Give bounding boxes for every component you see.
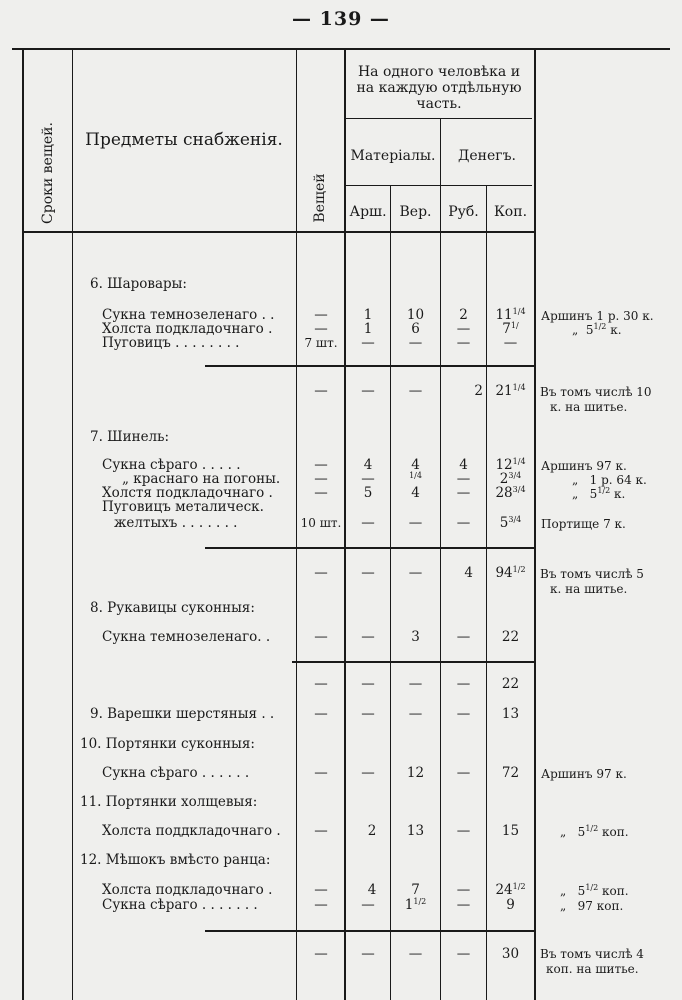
subtotal-rule (205, 930, 536, 932)
arsh-cell: — (361, 765, 375, 781)
header-money: Денегъ. (458, 148, 516, 164)
things-cell: — (314, 706, 328, 722)
kop-cell: 22 (501, 629, 520, 645)
ver-cell: 4 (411, 457, 420, 473)
kop-cell: — (503, 335, 518, 351)
kop-cell: 9 (506, 897, 515, 913)
arsh-cell: — (361, 629, 375, 645)
item-name: Холста поддкладочнаго . (102, 823, 281, 839)
item-name: Пуговицъ металическ. (102, 499, 264, 515)
section-title: 11. Портянки холщевыя: (80, 794, 258, 810)
rub-cell: — (456, 629, 471, 645)
ver-cell: 4 (411, 485, 420, 501)
rub-cell: — (456, 515, 471, 531)
header-kop: Коп. (493, 204, 528, 220)
subtotal-note-1: Въ томъ числѣ 4 (540, 947, 644, 961)
things-cell: — (314, 823, 328, 839)
subgroup-divider-rule (346, 185, 532, 186)
things-cell: — (314, 882, 328, 898)
rub-cell: — (456, 335, 471, 351)
col-line-periods (72, 49, 73, 1000)
rub-cell: — (456, 485, 471, 501)
ver-cell: 12 (406, 765, 425, 781)
ver-cell: — (408, 706, 423, 722)
kop-cell: $28^{3/4}$ (495, 485, 526, 501)
section-title: 7. Шинель: (90, 429, 170, 445)
arsh-cell: 4 (367, 882, 377, 898)
things-cell: 7 шт. (304, 336, 338, 350)
subtotal-note-2: к. на шитье. (550, 582, 628, 596)
item-name: Сукна сѣраго . . . . . . . (102, 897, 258, 913)
arsh-cell: 5 (363, 485, 373, 501)
rub-cell: 4 (459, 457, 468, 473)
ver-cell: — (408, 946, 423, 962)
arsh-cell: 4 (363, 457, 373, 473)
ver-cell: 3 (411, 629, 420, 645)
kop-cell: 22 (501, 676, 520, 692)
item-name: желтыхъ . . . . . . . (114, 515, 238, 531)
section-title: 12. Мѣшокъ вмѣсто ранца: (80, 852, 271, 868)
rub-cell: 2 (459, 307, 468, 323)
header-bottom-rule (22, 231, 536, 233)
price-note: „ 97 коп. (560, 899, 624, 913)
header-arsh: Арш. (349, 204, 387, 220)
price-note: Аршинъ 97 к. (541, 459, 627, 473)
rub-cell: — (456, 823, 471, 839)
things-cell: — (314, 307, 328, 323)
price-note: „ $5^{1/2}$ к. (572, 322, 622, 337)
header-things: Вещей (312, 173, 328, 223)
arsh-cell: — (361, 706, 375, 722)
kop-cell: $5^{3/4}$ (499, 515, 522, 531)
ver-cell: — (408, 335, 423, 351)
kop-cell: $12^{1/4}$ (495, 457, 526, 473)
arsh-cell: — (361, 515, 375, 531)
arsh-cell: — (361, 383, 375, 399)
rub-cell: 4 (464, 565, 473, 581)
subtotal-rule (205, 547, 536, 549)
things-cell: — (314, 676, 328, 692)
header-group-line1: На одного человѣка и (357, 64, 521, 80)
header-materials: Матеріалы. (350, 148, 436, 164)
things-cell: — (314, 457, 328, 473)
arsh-cell: 2 (367, 823, 377, 839)
things-cell: — (314, 629, 328, 645)
section-title: 6. Шаровары: (90, 276, 187, 292)
subtotal-rule (205, 365, 536, 367)
things-cell: 10 шт. (300, 516, 342, 530)
ver-cell: 7 (411, 882, 420, 898)
rub-cell: 2 (474, 383, 483, 399)
item-name: Сукна сѣраго . . . . . . (102, 765, 250, 781)
kop-cell: $2^{3/4}$ (499, 471, 522, 487)
section-title: 10. Портянки суконныя: (80, 736, 255, 752)
arsh-cell: — (361, 676, 375, 692)
col-line-left (22, 49, 24, 1000)
col-line-money (534, 49, 536, 1000)
kop-cell: $11^{1/4}$ (495, 307, 526, 323)
header-rub: Руб. (448, 204, 479, 220)
things-cell: — (314, 383, 328, 399)
item-name: 9. Варешки шерстяныя . . (90, 706, 275, 722)
price-note: „ 1 р. 64 к. (572, 473, 647, 487)
ver-cell: 6 (411, 321, 420, 337)
item-name: Сукна темнозеленаго. . (102, 629, 271, 645)
subtotal-note-1: Въ томъ числѣ 10 (540, 385, 652, 399)
header-group-line2: на каждую отдѣльную (356, 80, 522, 96)
arsh-cell: — (361, 897, 375, 913)
rub-cell: — (456, 765, 471, 781)
ver-cell: $1^{1/2}$ (404, 897, 427, 913)
price-note: Портище 7 к. (541, 517, 626, 531)
rub-cell: — (456, 897, 471, 913)
subtotal-rule (292, 661, 536, 663)
item-name: Холста подкладочнаго . (102, 882, 273, 898)
kop-cell: 30 (501, 946, 520, 962)
kop-cell: 15 (501, 823, 520, 839)
price-note: Аршинъ 1 р. 30 к. (541, 309, 654, 323)
header-periods: Сроки вещей. (40, 122, 56, 224)
price-note: Аршинъ 97 к. (541, 767, 627, 781)
ver-cell: — (408, 565, 423, 581)
kop-cell: $7^{1/}$ (502, 321, 519, 337)
arsh-cell: — (361, 946, 375, 962)
ver-cell: 10 (406, 307, 425, 323)
item-name: Пуговицъ . . . . . . . . (102, 335, 240, 351)
col-line-items (296, 49, 297, 1000)
item-name: „ краснаго на погоны. (122, 471, 281, 487)
subtotal-note-2: коп. на шитье. (546, 962, 639, 976)
group-divider-rule (346, 118, 532, 119)
arsh-cell: 1 (363, 321, 373, 337)
header-group-line3: часть. (416, 96, 462, 112)
things-cell: — (314, 321, 328, 337)
arsh-cell: — (361, 565, 375, 581)
ver-cell: 1/4 (409, 471, 422, 480)
kop-cell: 13 (501, 706, 520, 722)
kop-cell: $24^{1/2}$ (495, 882, 526, 898)
things-cell: — (314, 485, 328, 501)
item-name: Сукна сѣраго . . . . . (102, 457, 241, 473)
ver-cell: — (408, 383, 423, 399)
rub-cell: — (456, 321, 471, 337)
arsh-cell: 1 (363, 307, 373, 323)
rub-cell: — (456, 706, 471, 722)
kop-cell: $94^{1/2}$ (495, 565, 526, 581)
ver-cell: — (408, 676, 423, 692)
header-items: Предметы снабженія. (85, 130, 283, 150)
subtotal-note-2: к. на шитье. (550, 400, 628, 414)
item-name: Сукна темнозеленаго . . (102, 307, 275, 323)
things-cell: — (314, 897, 328, 913)
price-note: „ $5^{1/2}$ коп. (560, 883, 629, 898)
kop-cell: 72 (501, 765, 520, 781)
rub-cell: — (456, 946, 471, 962)
rub-cell: — (456, 471, 471, 487)
kop-cell: $21^{1/4}$ (495, 383, 526, 399)
rub-cell: — (456, 676, 471, 692)
things-cell: — (314, 765, 328, 781)
page-number: — 139 — (292, 8, 390, 30)
things-cell: — (314, 946, 328, 962)
col-line-materials (440, 118, 441, 1000)
subtotal-note-1: Въ томъ числѣ 5 (540, 567, 644, 581)
things-cell: — (314, 565, 328, 581)
ver-cell: — (408, 515, 423, 531)
item-name: Холстя подкладочнаго . (102, 485, 273, 501)
ver-cell: 13 (406, 823, 425, 839)
rub-cell: — (456, 882, 471, 898)
table-top-rule (12, 48, 670, 50)
price-note: „ $5^{1/2}$ коп. (560, 824, 629, 839)
price-note: „ $5^{1/2}$ к. (572, 486, 626, 501)
header-ver: Вер. (399, 204, 432, 220)
section-title: 8. Рукавицы суконныя: (90, 600, 255, 616)
item-name: Холста подкладочнаго . (102, 321, 273, 337)
arsh-cell: — (361, 335, 375, 351)
things-cell: — (314, 471, 328, 487)
arsh-cell: — (361, 471, 375, 487)
